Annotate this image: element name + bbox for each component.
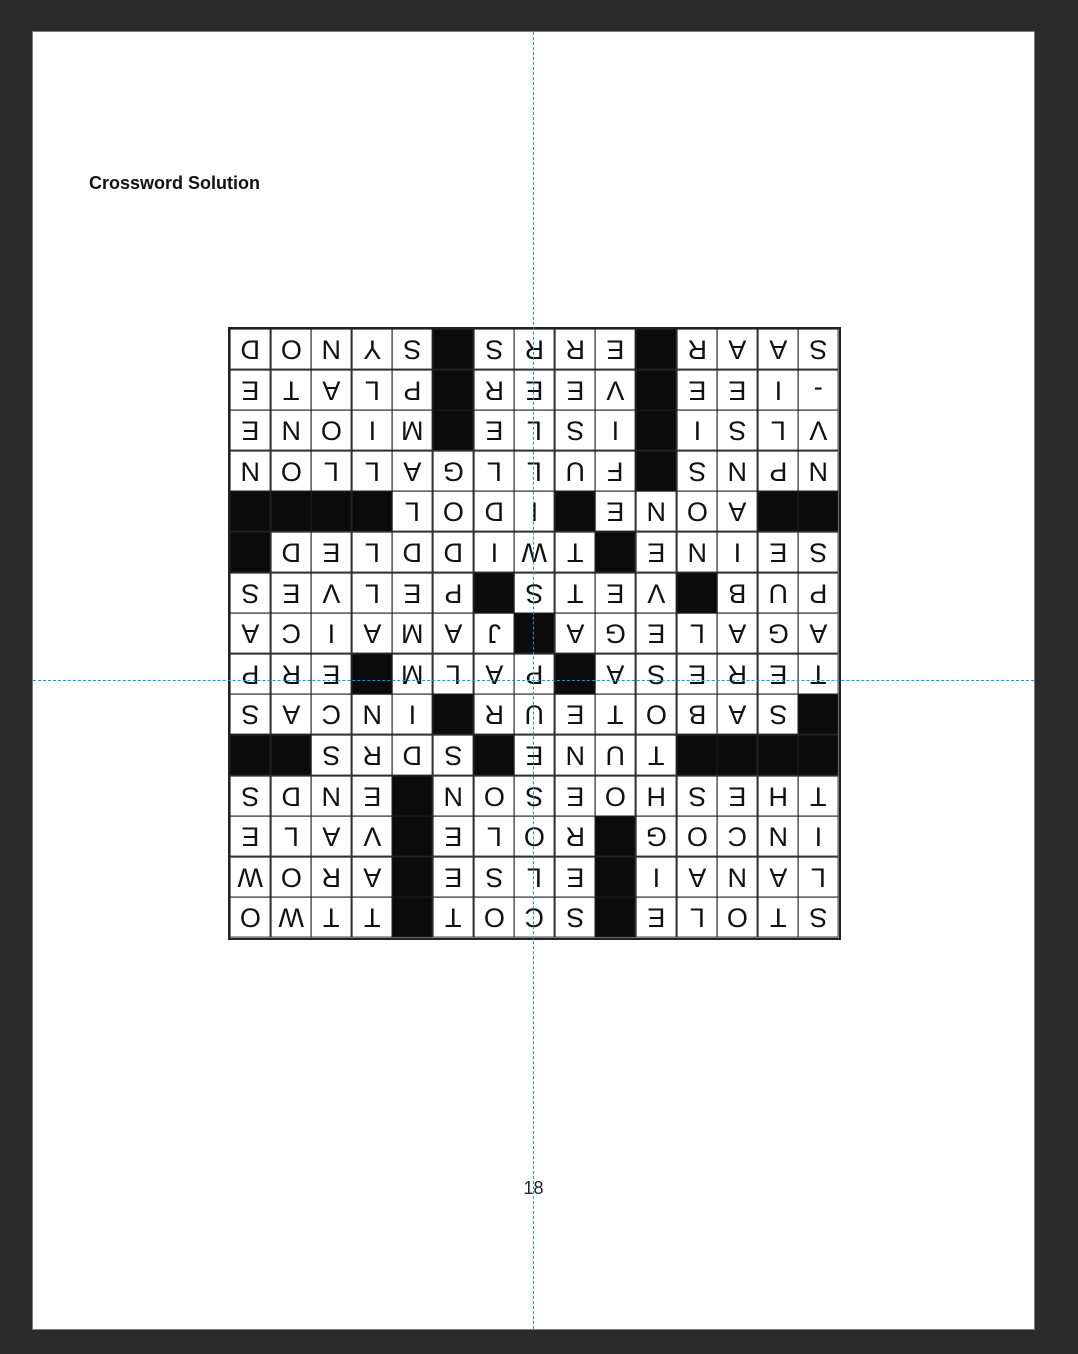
letter-cell: O bbox=[717, 897, 758, 938]
letter-cell: U bbox=[758, 573, 799, 614]
letter-cell: T bbox=[798, 776, 839, 817]
letter-cell: I bbox=[798, 816, 839, 857]
letter-cell: S bbox=[230, 573, 271, 614]
black-square bbox=[595, 532, 636, 573]
letter-cell: N bbox=[717, 451, 758, 492]
letter-cell: A bbox=[758, 329, 799, 370]
letter-cell: O bbox=[230, 897, 271, 938]
letter-cell: A bbox=[595, 654, 636, 695]
letter-cell: W bbox=[230, 857, 271, 898]
black-square bbox=[758, 735, 799, 776]
letter-cell: A bbox=[474, 654, 515, 695]
letter-cell: N bbox=[798, 451, 839, 492]
letter-cell: A bbox=[717, 491, 758, 532]
letter-cell: S bbox=[514, 573, 555, 614]
letter-cell: N bbox=[636, 491, 677, 532]
letter-cell: L bbox=[352, 370, 393, 411]
letter-cell: L bbox=[514, 451, 555, 492]
letter-cell: U bbox=[595, 735, 636, 776]
letter-cell: S bbox=[717, 410, 758, 451]
letter-cell: P bbox=[433, 573, 474, 614]
letter-cell: E bbox=[392, 573, 433, 614]
letter-cell: T bbox=[352, 897, 393, 938]
letter-cell: R bbox=[555, 816, 596, 857]
letter-cell: O bbox=[514, 816, 555, 857]
letter-cell: R bbox=[271, 654, 312, 695]
letter-cell: P bbox=[758, 451, 799, 492]
letter-cell: A bbox=[311, 816, 352, 857]
letter-cell: L bbox=[311, 451, 352, 492]
letter-cell: O bbox=[636, 694, 677, 735]
letter-cell: T bbox=[758, 897, 799, 938]
black-square bbox=[555, 654, 596, 695]
letter-cell: C bbox=[514, 897, 555, 938]
letter-cell: A bbox=[352, 857, 393, 898]
letter-cell: L bbox=[474, 816, 515, 857]
letter-cell: V bbox=[311, 573, 352, 614]
letter-cell: E bbox=[271, 573, 312, 614]
letter-cell: W bbox=[271, 897, 312, 938]
letter-cell: E bbox=[433, 816, 474, 857]
black-square bbox=[595, 816, 636, 857]
black-square bbox=[677, 573, 718, 614]
letter-cell: L bbox=[352, 451, 393, 492]
letter-cell: L bbox=[352, 573, 393, 614]
black-square bbox=[433, 694, 474, 735]
letter-cell: A bbox=[352, 613, 393, 654]
letter-cell: L bbox=[758, 410, 799, 451]
letter-cell: G bbox=[636, 816, 677, 857]
letter-cell: B bbox=[717, 573, 758, 614]
letter-cell: E bbox=[555, 776, 596, 817]
letter-cell: E bbox=[514, 370, 555, 411]
letter-cell: U bbox=[514, 694, 555, 735]
letter-cell: A bbox=[758, 857, 799, 898]
letter-cell: C bbox=[271, 613, 312, 654]
letter-cell: S bbox=[230, 694, 271, 735]
letter-cell: N bbox=[758, 816, 799, 857]
letter-cell: E bbox=[433, 857, 474, 898]
letter-cell: V bbox=[798, 410, 839, 451]
black-square bbox=[758, 491, 799, 532]
letter-cell: S bbox=[474, 329, 515, 370]
letter-cell: R bbox=[311, 857, 352, 898]
black-square bbox=[230, 491, 271, 532]
black-square bbox=[433, 410, 474, 451]
black-square bbox=[271, 735, 312, 776]
letter-cell: V bbox=[352, 816, 393, 857]
letter-cell: L bbox=[798, 857, 839, 898]
letter-cell: E bbox=[595, 573, 636, 614]
black-square bbox=[433, 329, 474, 370]
black-square bbox=[352, 491, 393, 532]
letter-cell: R bbox=[352, 735, 393, 776]
letter-cell: O bbox=[311, 410, 352, 451]
letter-cell: G bbox=[433, 451, 474, 492]
letter-cell: E bbox=[717, 370, 758, 411]
letter-cell: E bbox=[555, 694, 596, 735]
black-square bbox=[555, 491, 596, 532]
black-square bbox=[230, 735, 271, 776]
letter-cell: D bbox=[230, 329, 271, 370]
letter-cell: E bbox=[555, 370, 596, 411]
black-square bbox=[595, 857, 636, 898]
black-square bbox=[717, 735, 758, 776]
letter-cell: A bbox=[555, 613, 596, 654]
letter-cell: L bbox=[474, 451, 515, 492]
letter-cell: A bbox=[717, 329, 758, 370]
letter-cell: E bbox=[636, 613, 677, 654]
letter-cell: O bbox=[433, 491, 474, 532]
letter-cell: R bbox=[474, 694, 515, 735]
letter-cell: F bbox=[595, 451, 636, 492]
horizontal-guide-line[interactable] bbox=[33, 680, 1034, 681]
letter-cell: O bbox=[474, 897, 515, 938]
letter-cell: I bbox=[474, 532, 515, 573]
black-square bbox=[392, 816, 433, 857]
letter-cell: M bbox=[392, 654, 433, 695]
letter-cell: O bbox=[474, 776, 515, 817]
letter-cell: A bbox=[433, 613, 474, 654]
letter-cell: A bbox=[230, 613, 271, 654]
letter-cell: T bbox=[271, 370, 312, 411]
letter-cell: P bbox=[392, 370, 433, 411]
letter-cell: R bbox=[555, 329, 596, 370]
letter-cell: E bbox=[758, 654, 799, 695]
letter-cell: J bbox=[474, 613, 515, 654]
letter-cell: G bbox=[758, 613, 799, 654]
page-number: 18 bbox=[523, 1178, 544, 1198]
letter-cell: N bbox=[717, 857, 758, 898]
letter-cell: E bbox=[636, 897, 677, 938]
letter-cell: A bbox=[311, 370, 352, 411]
black-square bbox=[636, 451, 677, 492]
letter-cell: S bbox=[230, 776, 271, 817]
letter-cell: O bbox=[677, 816, 718, 857]
letter-cell: G bbox=[595, 613, 636, 654]
letter-cell: N bbox=[230, 451, 271, 492]
black-square bbox=[514, 613, 555, 654]
letter-cell: T bbox=[555, 532, 596, 573]
black-square bbox=[636, 370, 677, 411]
letter-cell: E bbox=[514, 735, 555, 776]
letter-cell: P bbox=[230, 654, 271, 695]
letter-cell: I bbox=[392, 694, 433, 735]
black-square bbox=[677, 735, 718, 776]
letter-cell: D bbox=[271, 776, 312, 817]
letter-cell: N bbox=[555, 735, 596, 776]
letter-cell: L bbox=[514, 857, 555, 898]
letter-cell: E bbox=[677, 654, 718, 695]
letter-cell: E bbox=[474, 410, 515, 451]
letter-cell: A bbox=[392, 451, 433, 492]
black-square bbox=[474, 573, 515, 614]
letter-cell: T bbox=[555, 573, 596, 614]
letter-cell: B bbox=[677, 694, 718, 735]
letter-cell: T bbox=[433, 897, 474, 938]
letter-cell: A bbox=[717, 613, 758, 654]
letter-cell: I bbox=[514, 491, 555, 532]
letter-cell: E bbox=[595, 491, 636, 532]
black-square bbox=[352, 654, 393, 695]
letter-cell: A bbox=[677, 857, 718, 898]
letter-cell: S bbox=[514, 776, 555, 817]
letter-cell: R bbox=[717, 654, 758, 695]
letter-cell: E bbox=[311, 532, 352, 573]
letter-cell: N bbox=[271, 410, 312, 451]
letter-cell: A bbox=[798, 613, 839, 654]
black-square bbox=[433, 370, 474, 411]
letter-cell: O bbox=[271, 329, 312, 370]
black-square bbox=[311, 491, 352, 532]
letter-cell: H bbox=[636, 776, 677, 817]
letter-cell: L bbox=[433, 654, 474, 695]
letter-cell: E bbox=[555, 857, 596, 898]
black-square bbox=[474, 735, 515, 776]
black-square bbox=[798, 735, 839, 776]
letter-cell: T bbox=[798, 654, 839, 695]
letter-cell: D bbox=[474, 491, 515, 532]
letter-cell: A bbox=[271, 694, 312, 735]
letter-cell: P bbox=[514, 654, 555, 695]
letter-cell: E bbox=[230, 410, 271, 451]
letter-cell: N bbox=[311, 776, 352, 817]
letter-cell: O bbox=[595, 776, 636, 817]
letter-cell: I bbox=[677, 410, 718, 451]
black-square bbox=[392, 897, 433, 938]
letter-cell: D bbox=[392, 532, 433, 573]
letter-cell: O bbox=[271, 857, 312, 898]
letter-cell: V bbox=[595, 370, 636, 411]
black-square bbox=[798, 491, 839, 532]
letter-cell: A bbox=[717, 694, 758, 735]
letter-cell: P bbox=[798, 573, 839, 614]
letter-cell: S bbox=[798, 329, 839, 370]
letter-cell: - bbox=[798, 370, 839, 411]
letter-cell: I bbox=[636, 857, 677, 898]
letter-cell: R bbox=[514, 329, 555, 370]
letter-cell: E bbox=[717, 776, 758, 817]
letter-cell: I bbox=[352, 410, 393, 451]
letter-cell: L bbox=[271, 816, 312, 857]
letter-cell: I bbox=[758, 370, 799, 411]
letter-cell: R bbox=[474, 370, 515, 411]
letter-cell: H bbox=[758, 776, 799, 817]
letter-cell: R bbox=[677, 329, 718, 370]
letter-cell: E bbox=[636, 532, 677, 573]
page-title: Crossword Solution bbox=[89, 173, 260, 193]
letter-cell: S bbox=[798, 897, 839, 938]
letter-cell: N bbox=[352, 694, 393, 735]
letter-cell: E bbox=[595, 329, 636, 370]
letter-cell: L bbox=[514, 410, 555, 451]
letter-cell: E bbox=[677, 370, 718, 411]
letter-cell: S bbox=[798, 532, 839, 573]
letter-cell: D bbox=[433, 532, 474, 573]
letter-cell: N bbox=[677, 532, 718, 573]
letter-cell: I bbox=[311, 613, 352, 654]
letter-cell: E bbox=[230, 370, 271, 411]
black-square bbox=[636, 329, 677, 370]
letter-cell: L bbox=[677, 897, 718, 938]
letter-cell: L bbox=[352, 532, 393, 573]
letter-cell: T bbox=[311, 897, 352, 938]
black-square bbox=[392, 857, 433, 898]
letter-cell: U bbox=[555, 451, 596, 492]
letter-cell: S bbox=[555, 897, 596, 938]
letter-cell: D bbox=[271, 532, 312, 573]
letter-cell: W bbox=[514, 532, 555, 573]
letter-cell: C bbox=[717, 816, 758, 857]
letter-cell: E bbox=[352, 776, 393, 817]
letter-cell: S bbox=[474, 857, 515, 898]
letter-cell: M bbox=[392, 613, 433, 654]
letter-cell: T bbox=[595, 694, 636, 735]
letter-cell: Y bbox=[352, 329, 393, 370]
letter-cell: S bbox=[392, 329, 433, 370]
letter-cell: D bbox=[392, 735, 433, 776]
letter-cell: N bbox=[433, 776, 474, 817]
letter-cell: E bbox=[230, 816, 271, 857]
black-square bbox=[798, 694, 839, 735]
letter-cell: C bbox=[311, 694, 352, 735]
letter-cell: S bbox=[433, 735, 474, 776]
letter-cell: S bbox=[758, 694, 799, 735]
letter-cell: L bbox=[392, 491, 433, 532]
letter-cell: T bbox=[636, 735, 677, 776]
black-square bbox=[392, 776, 433, 817]
letter-cell: M bbox=[392, 410, 433, 451]
letter-cell: E bbox=[758, 532, 799, 573]
letter-cell: I bbox=[717, 532, 758, 573]
letter-cell: S bbox=[677, 451, 718, 492]
letter-cell: N bbox=[311, 329, 352, 370]
letter-cell: E bbox=[311, 654, 352, 695]
black-square bbox=[636, 410, 677, 451]
letter-cell: L bbox=[677, 613, 718, 654]
letter-cell: O bbox=[677, 491, 718, 532]
letter-cell: V bbox=[636, 573, 677, 614]
letter-cell: S bbox=[636, 654, 677, 695]
letter-cell: O bbox=[271, 451, 312, 492]
black-square bbox=[595, 897, 636, 938]
letter-cell: S bbox=[555, 410, 596, 451]
letter-cell: S bbox=[677, 776, 718, 817]
black-square bbox=[271, 491, 312, 532]
letter-cell: I bbox=[595, 410, 636, 451]
letter-cell: S bbox=[311, 735, 352, 776]
black-square bbox=[230, 532, 271, 573]
crossword-grid bbox=[228, 327, 841, 940]
